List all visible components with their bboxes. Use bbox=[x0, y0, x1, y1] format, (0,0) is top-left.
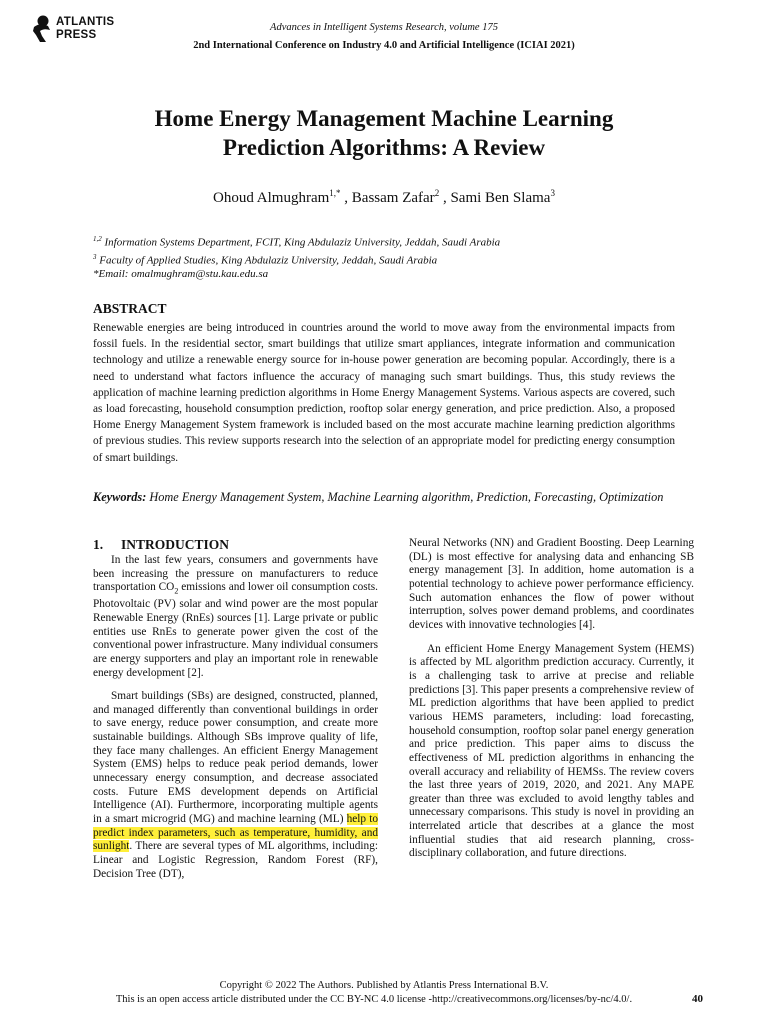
title-line-1: Home Energy Management Machine Learning bbox=[154, 106, 614, 131]
section-title: INTRODUCTION bbox=[121, 537, 230, 552]
author-name: Ohoud Almughram bbox=[213, 190, 330, 206]
affiliation-marker: 3 bbox=[93, 252, 97, 261]
text-run: emissions and lower oil consumption costs. Photovoltaic (PV) solar and wind power are the most popular Renewable Energy (RnEs) sources [1]. Large private or public entities use RnEs to generate power given the cost of the conventional power infrastructure. Many individual consumers are energy supporters and play an important role in renewable energy development [2]. bbox=[93, 581, 378, 679]
footer bbox=[0, 979, 768, 1007]
body-column-left bbox=[93, 537, 378, 881]
author-separator: , bbox=[340, 190, 352, 206]
copyright-line: Copyright © 2022 The Authors. Published by Atlantis Press International B.V. bbox=[219, 980, 549, 991]
affiliation-text: Faculty of Applied Studies, King Abdulaziz University, Jeddah, Saudi Arabia bbox=[99, 254, 438, 267]
keywords-label: Keywords: bbox=[93, 490, 147, 504]
subscript: 2 bbox=[174, 586, 179, 596]
paragraph: Neural Networks (NN) and Gradient Boosting. Deep Learning (DL) is most effective for analysing data and enhancing SB energy management [3]. In addition, home automation is a potential technology to achieve power performance efficiency. Such automation enhances the flow of power without interruption, solves power demand problems, and coordinates devices with innovative technologies [4]. bbox=[409, 537, 694, 631]
corresponding-email: *Email: omalmughram@stu.kau.edu.sa bbox=[93, 268, 269, 281]
page-number: 40 bbox=[692, 993, 703, 1005]
keywords bbox=[93, 489, 675, 505]
affiliation-line bbox=[93, 232, 500, 250]
affiliation-line bbox=[93, 250, 500, 268]
author-name: Bassam Zafar bbox=[351, 190, 435, 206]
text-run: . There are several types of ML algorithms, including: Linear and Logistic Regression, Random Forest (RF), Decision Tree (DT), bbox=[93, 840, 378, 880]
paper-title bbox=[80, 104, 688, 162]
text-run: Smart buildings (SBs) are designed, constructed, planned, and managed differently than conventional buildings in order to save energy, reduce power consumption, and create more sustainable buildings. Although SBs improve quality of life, they face many challenges. An efficient Energy Management System (EMS) helps to reduce peak period demands, lower unnecessary energy consumption, and decrease associated costs. Future EMS development depends on Artificial Intelligence (AI). Furthermore, incorporating multiple agents in a smart microgrid (MG) and machine learning (ML) bbox=[93, 690, 378, 826]
section-number: 1. bbox=[93, 537, 104, 552]
author-affil-marker: 3 bbox=[550, 188, 555, 198]
license-line: This is an open access article distributed under the CC BY-NC 4.0 license -http://creativecommons.org/licenses/by-nc/4.0/. bbox=[115, 994, 633, 1005]
section-heading bbox=[93, 537, 378, 553]
series-header: Advances in Intelligent Systems Research, volume 175 bbox=[270, 22, 498, 33]
highlighted-text: help to predict index parameters, such as temperature, humidity, and sunlight bbox=[93, 813, 378, 853]
author-separator: , bbox=[439, 190, 451, 206]
logo-text-line2: PRESS bbox=[56, 29, 97, 41]
logo-text-line1: ATLANTIS bbox=[56, 16, 115, 28]
body-column-right bbox=[409, 537, 694, 861]
paragraph bbox=[93, 690, 378, 881]
author-affil-marker: 2 bbox=[434, 188, 440, 198]
text-run: In the last few years, consumers and governments have been increasing the pressure on manufacturers to reduce transportation CO bbox=[93, 554, 378, 594]
title-line-2: Prediction Algorithms: A Review bbox=[222, 135, 546, 160]
affiliation-line bbox=[93, 267, 500, 281]
paragraph bbox=[93, 554, 378, 680]
affiliations bbox=[93, 232, 500, 281]
author-name: Sami Ben Slama bbox=[450, 190, 551, 206]
affiliation-text: Information Systems Department, FCIT, King Abdulaziz University, Jeddah, Saudi Arabia bbox=[104, 236, 501, 249]
keywords-text: Home Energy Management System, Machine Learning algorithm, Prediction, Forecasting, Optimization bbox=[149, 490, 664, 504]
author-list bbox=[0, 188, 768, 207]
conference-header: 2nd International Conference on Industry 4.0 and Artificial Intelligence (ICIAI 2021) bbox=[193, 40, 575, 51]
paragraph: An efficient Home Energy Management System (HEMS) is affected by ML algorithm prediction accuracy. Currently, it is a challenging task to arrive at precise and reliable predictions [3]. This paper presents a comprehensive review of ML prediction algorithms that have been applied to predict various HEMS parameters, including: load forecasting, household consumption, rooftop solar panel energy generation and price prediction. This paper aims to discuss the effectiveness of ML prediction algorithms in enhancing the overall accuracy and reliability of HEMSs. The review covers the last three years of 2019, 2020, and 2021. Any MAPE greater than three was excluded to avoid lengthy tables and unnecessary comparisons. This study is novel in providing an interrelated article that describes at a glance the most influential studies that aid research planning, cross-disciplinary collaboration, and future directions. bbox=[409, 642, 694, 860]
abstract-text: Renewable energies are being introduced in countries around the world to move away from the environmental impacts from fossil fuels. In the residential sector, smart buildings that utilize smart appliances, integrate information and communication technology and utilize a renewable energy source for in-house power generation are becoming popular. Accordingly, there is a need to understand what factors influence the accuracy of managing such smart buildings. Thus, this study reviews the application of machine learning prediction algorithms in Home Energy Management Systems. Various aspects are covered, such as load forecasting, household consumption prediction, rooftop solar energy generation, and price prediction. Also, a proposed Home Energy Management System framework is included based on the most accurate machine learning prediction algorithms of previous studies. This review supports research into the selection of an appropriate model for predicting energy consumption of smart buildings. bbox=[93, 322, 675, 464]
author-affil-marker: 1,* bbox=[329, 188, 341, 198]
affiliation-marker: 1,2 bbox=[93, 235, 102, 243]
abstract-heading: ABSTRACT bbox=[93, 301, 167, 316]
